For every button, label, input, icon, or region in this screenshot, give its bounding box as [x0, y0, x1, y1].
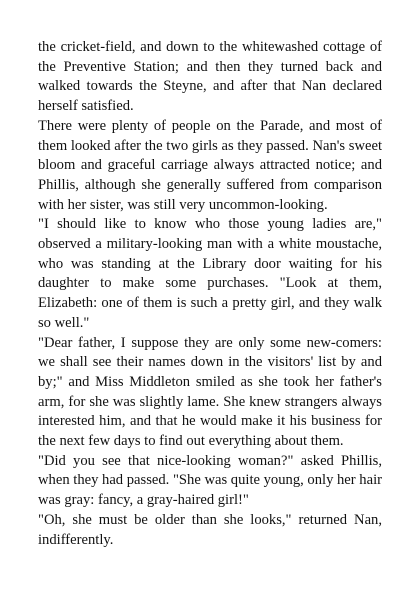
paragraph: the cricket-field, and down to the whitewashed cottage of the Preventive Station; and then they turned back and walked towards the Steyne, and after that Nan declared herself satisfied. — [38, 39, 382, 115]
paragraph: There were plenty of people on the Parade, and most of them looked after the two girls as they passed. Nan's sweet bloom and graceful carriage always attracted notice; and Phillis, although she generally suffered from comparison with her sister, was still very uncommon-looking. — [38, 117, 382, 213]
paragraph: "Oh, she must be older than she looks," returned Nan, indifferently. — [38, 511, 382, 548]
paragraph: "Did you see that nice-looking woman?" asked Phillis, when they had passed. "She was quite young, only her hair was gray: fancy, a gray-haired girl!" — [38, 452, 382, 509]
book-page-text — [38, 38, 382, 550]
paragraph: "Dear father, I suppose they are only some new-comers: we shall see their names down in the visitors' list by and by;" and Miss Middleton smiled as she took her father's arm, for she was slightly lame. She knew strangers always interested him, and that he would make it his business for the next few days to find out everything about them. — [38, 334, 382, 450]
paragraph: "I should like to know who those young ladies are," observed a military-looking man with a white moustache, who was standing at the Library door waiting for his daughter to make some purchases. "Look at them, Elizabeth: one of them is such a pretty girl, and they walk so well." — [38, 216, 382, 331]
